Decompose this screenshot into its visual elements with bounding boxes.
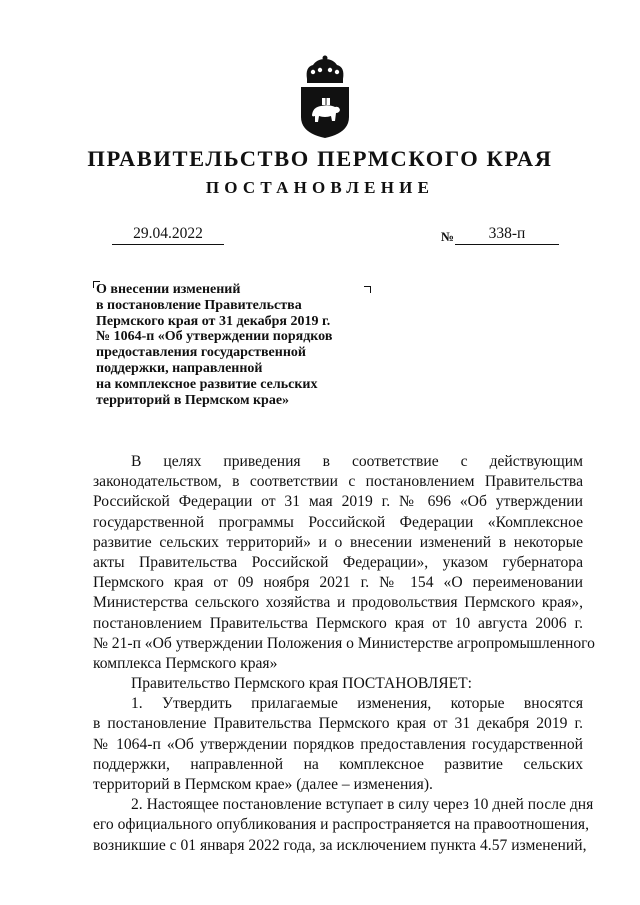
subject-line: в постановление Правительства (96, 297, 302, 313)
preamble-line: № 21-п «Об утверждении Положения о Министерстве агропромышленного (93, 634, 595, 652)
coat-of-arms-icon (297, 55, 353, 139)
item1-line: поддержки, направленной на комплексное развитие сельских (93, 755, 583, 773)
subject-line: предоставления государственной (96, 345, 306, 361)
government-title: ПРАВИТЕЛЬСТВО ПЕРМСКОГО КРАЯ (87, 146, 553, 171)
subject-line: № 1064-п «Об утверждении порядков (96, 329, 333, 345)
preamble-line: комплекса Пермского края» (93, 654, 278, 672)
subject-line: на комплексное развитие сельских (96, 376, 318, 392)
preamble-line: постановлением Правительства Пермского края от 10 августа 2006 г. (93, 614, 583, 632)
item1-line: № 1064-п «Об утверждении порядков предоставления государственной (93, 735, 583, 753)
item2-line: его официального опубликования и распространяется на правоотношения, (93, 816, 589, 834)
document-number: 338-п (455, 224, 559, 245)
preamble-line: государственной программы Российской Федерации «Комплексное (93, 513, 583, 531)
preamble-line: Российской Федерации от 31 мая 2019 г. № 696 «Об утверждении (93, 493, 583, 511)
document-subject (96, 282, 396, 408)
number-sign: № (441, 229, 455, 244)
document-body (93, 452, 595, 856)
document-date: 29.04.2022 (112, 224, 224, 245)
item1-line: в постановление Правительства Пермского края от 31 декабря 2019 г. (93, 715, 583, 733)
document-type: ПОСТАНОВЛЕНИЕ (205, 178, 435, 197)
subject-line: территорий в Пермском крае» (96, 392, 290, 408)
item2-line: возникшие с 01 января 2022 года, за исключением пункта 4.57 изменений, (93, 836, 587, 854)
subject-line: Пермского края от 31 декабря 2019 г. (96, 313, 331, 329)
item1-line: территорий в Пермском крае» (далее – изменения). (93, 776, 433, 793)
item1-line: 1. Утвердить прилагаемые изменения, которые вносятся (131, 695, 583, 713)
item2-line: 2. Настоящее постановление вступает в силу через 10 дней после дня (131, 796, 594, 814)
preamble-line: Министерства сельского хозяйства и продовольствия Пермского края», (93, 594, 583, 612)
preamble-line: акты Правительства Российской Федерации», указом губернатора (93, 553, 583, 571)
preamble-line: Пермского края от 09 ноября 2021 г. № 154 «О переименовании (93, 574, 583, 592)
resolves-line: Правительство Пермского края ПОСТАНОВЛЯЕТ: (131, 675, 472, 693)
subject-line: О внесении изменений (96, 282, 241, 297)
preamble-line: развитие сельских территорий» и о внесении изменений в некоторые (93, 533, 583, 551)
preamble-line: В целях приведения в соответствие с действующим (131, 453, 583, 470)
subject-line: поддержки, направленной (96, 360, 263, 376)
preamble-line: законодательством, в соответствии с постановлением Правительства (93, 473, 583, 491)
